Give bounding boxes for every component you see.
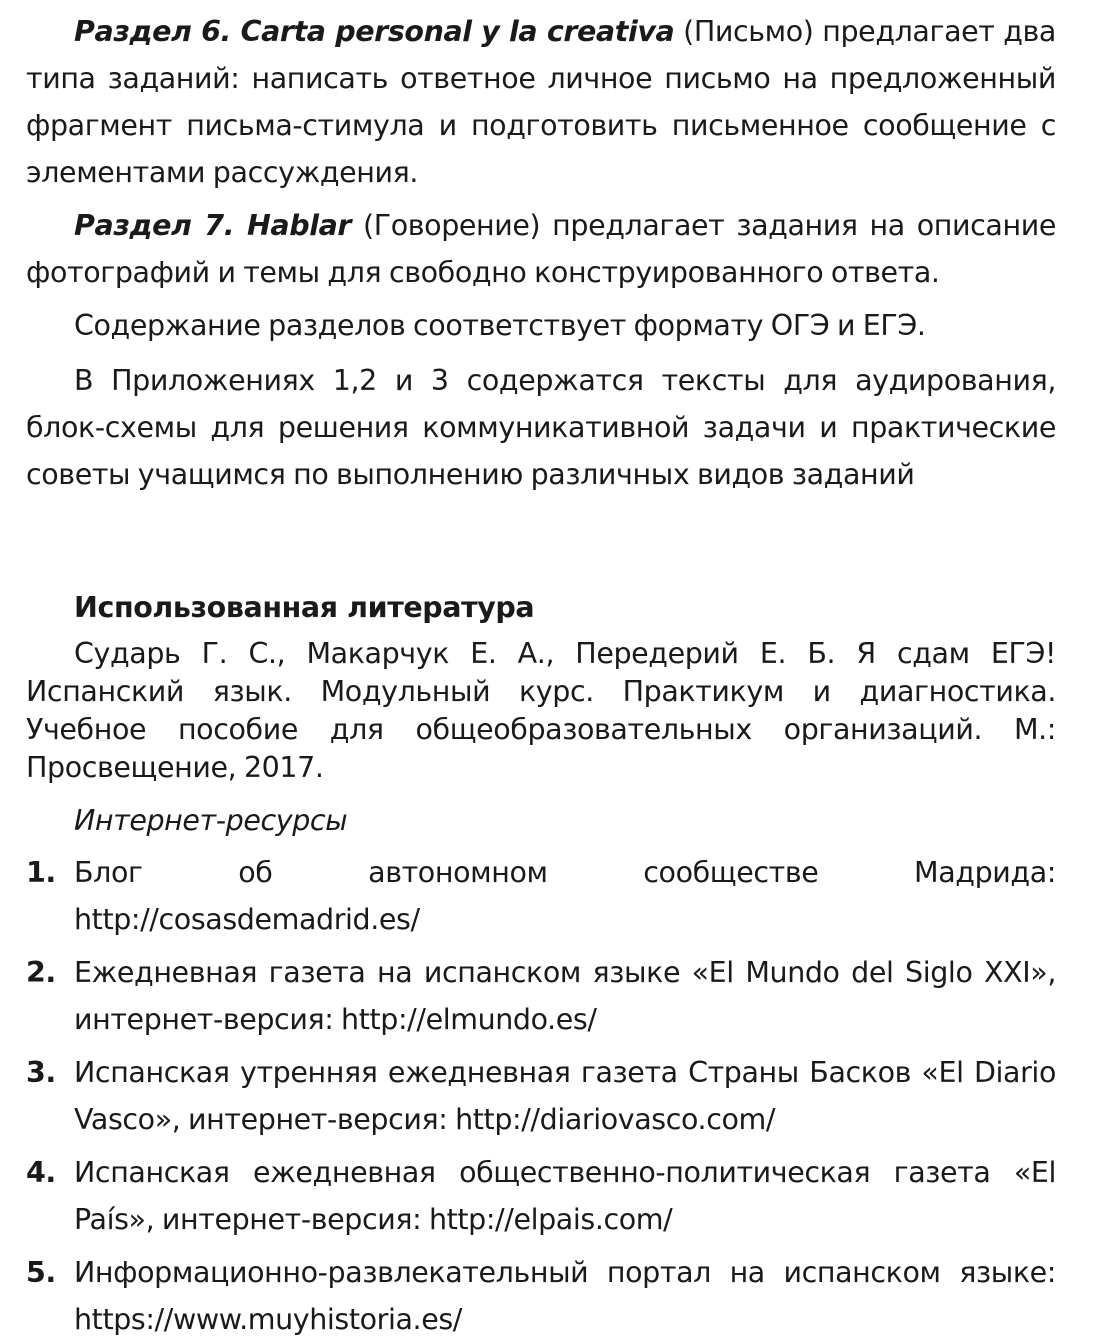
section-7-heading: Раздел 7. Hablar bbox=[74, 209, 352, 242]
list-item bbox=[26, 949, 1056, 1043]
list-item-number: 2. bbox=[26, 956, 56, 989]
list-item-number: 3. bbox=[26, 1056, 56, 1089]
list-item-number: 5. bbox=[26, 1256, 56, 1289]
list-item-text: Ежедневная газета на испанском языке «El Mundo del Siglo XXI», интернет-версия: http://elmundo.es/ bbox=[74, 956, 1056, 1036]
internet-resources-list bbox=[26, 849, 1056, 1343]
list-item-text: Испанская ежедневная общественно-политическая газета «El País», интернет-версия: http://elpais.com/ bbox=[74, 1156, 1056, 1236]
internet-resources-title: Интернет-ресурсы bbox=[74, 804, 348, 837]
list-item bbox=[26, 1149, 1056, 1243]
section-6-text: (Письмо) предлагает два типа заданий: написать ответное личное письмо на предложенный фрагмент письма-стимула и подготовить письменное сообщение с элементами рассуждения. bbox=[26, 15, 1056, 189]
list-item-text: Информационно-развлекательный портал на испанском языке: https://www.muyhistoria.es/ bbox=[74, 1256, 1056, 1336]
list-item-number: 4. bbox=[26, 1156, 56, 1189]
list-item bbox=[26, 849, 1056, 943]
list-item-text: Испанская утренняя ежедневная газета Страны Басков «El Diario Vasco», интернет-версия: http://diariovasco.com/ bbox=[74, 1056, 1056, 1136]
content-note: Содержание разделов соответствует формату ОГЭ и ЕГЭ. bbox=[74, 309, 926, 342]
section-7-text: (Говорение) предлагает задания на описание фотографий и темы для свободно конструированного ответа. bbox=[26, 209, 1056, 289]
section-6-heading: Раздел 6. Carta personal y la creativa bbox=[74, 15, 675, 48]
references-title: Использованная литература bbox=[74, 591, 535, 624]
section-6-paragraph bbox=[26, 8, 1056, 196]
references-book: Сударь Г. С., Макарчук Е. А., Передерий Е. Б. Я сдам ЕГЭ! Испанский язык. Модульный курс. Практикум и диагностика. Учебное пособие для общеобразовательных организаций. М.: Просвещение, 2017. bbox=[26, 637, 1056, 784]
list-item-text: Блог об автономном сообществе Мадрида: http://cosasdemadrid.es/ bbox=[74, 856, 1056, 936]
list-item bbox=[26, 1049, 1056, 1143]
section-7-paragraph bbox=[26, 202, 1056, 296]
list-item-number: 1. bbox=[26, 856, 56, 889]
appendix-note: В Приложениях 1,2 и 3 содержатся тексты для аудирования, блок-схемы для решения коммуникативной задачи и практические советы учащимся по выполнению различных видов заданий bbox=[26, 364, 1056, 491]
list-item bbox=[26, 1249, 1056, 1343]
